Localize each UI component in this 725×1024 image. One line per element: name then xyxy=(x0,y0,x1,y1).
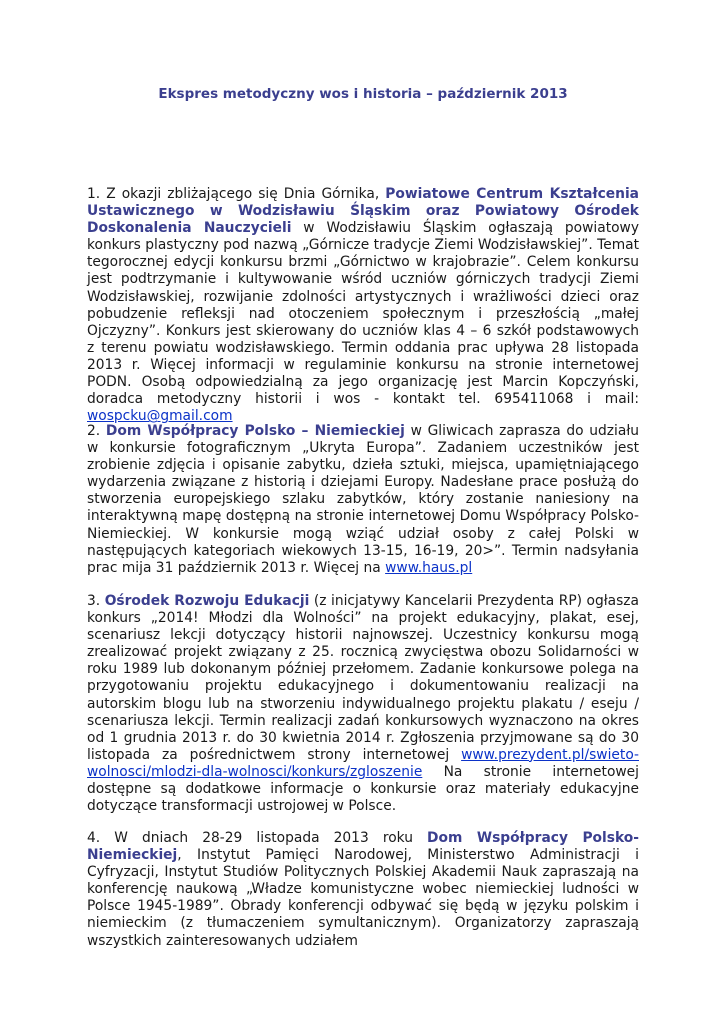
organizer-name: Dom Współpracy Polsko-Niemieckiej xyxy=(87,830,639,864)
organizer-name: Ośrodek Rozwoju Edukacji xyxy=(104,593,310,609)
item-text: Na stronie internetowej dostępne są dodatkowe informacje o konkursie oraz materiały edukacyjne dotyczące transformacji ustrojowej w Polsce. xyxy=(87,763,639,815)
organizer-name: Dom Współpracy Polsko – Niemieckiej xyxy=(105,423,405,439)
announcement-1 xyxy=(87,186,639,425)
organizer-name: Powiatowe Centrum Kształcenia Ustawicznego w Wodzisławiu Śląskim oraz Powiatowy Ośrodek Doskonalenia Nauczycieli xyxy=(87,186,639,237)
announcement-4 xyxy=(87,830,639,950)
item-text: Z okazji zbliżającego się Dnia Górnika, xyxy=(106,186,386,202)
item-text: W dniach 28-29 listopada 2013 roku xyxy=(114,830,428,846)
item-text: w Wodzisławiu Śląskim ogłaszają powiatowy konkurs plastyczny pod nazwą „Górnicze tradycje Ziemi Wodzisławskiej”. Temat tegorocznej edycji konkursu brzmi „Górnictwo w krajobrazie”. Celem konkursu jest podtrzymanie i kultywowanie wśród uczniów górniczych tradycji Ziemi Wodzisławskiej, rozwijanie zdolności artystycznych i wrażliwości dzieci oraz pobudzenie refleksji nad otoczeniem społecznym i przeszłością „małej Ojczyzny”. Konkurs jest skierowany do uczniów klas 4 – 6 szkół podstawowych z terenu powiatu wodzisławskiego. Termin oddania prac upływa 28 listopada 2013 r. Więcej informacji w regulaminie konkursu na stronie internetowej PODN. Osobą odpowiedzialną za jego organizację jest Marcin Kopczyński, doradca metodyczny historii i wos - kontakt tel. 695411068 i mail: xyxy=(87,220,639,408)
item-number: 1. xyxy=(87,186,107,202)
item-text: w Gliwicach zaprasza do udziału w konkursie fotograficznym „Ukryta Europa”. Zadaniem uczestników jest zrobienie zdjęcia i opisanie zabytku, dzieła sztuki, miejsca, upamiętniającego wydarzenia związane z historią i dziejami Europy. Nadesłane prace posłużą do stworzenia europejskiego szlaku zabytków, który zostanie naniesiony na interaktywną mapę dostępną na stronie internetowej Domu Współpracy Polsko-Niemieckiej. W konkursie mogą wziąć udział osoby z całej Polski w następujących kategoriach wiekowych 13-15, 16-19, 20>”. Termin nadsyłania prac mija 31 październik 2013 r. Więcej na xyxy=(87,423,639,576)
email-link[interactable]: wospcku@gmail.com xyxy=(87,408,233,425)
website-link[interactable]: www.prezydent.pl/swieto-wolnosci/mlodzi-dla-wolnosci/konkurs/zgloszenie xyxy=(87,746,639,780)
announcement-3 xyxy=(87,593,639,815)
item-text: , Instytut Pamięci Narodowej, Ministerstwo Administracji i Cyfryzacji, Instytut Studiów Politycznych Polskiej Akademii Nauk zapraszają na konferencję naukową „Władze komunistyczne wobec niemieckiej ludności w Polsce 1945-1989”. Obrady konferencji odbywać się będą w języku polskim i niemieckim (z tłumaczeniem symultanicznym). Organizatorzy zapraszają wszystkich zainteresowanych udziałem xyxy=(87,847,639,949)
item-number: 4. xyxy=(87,830,115,846)
announcement-2 xyxy=(87,423,639,577)
document-title: Ekspres metodyczny wos i historia – październik 2013 xyxy=(158,86,568,102)
item-text: (z inicjatywy Kancelarii Prezydenta RP) ogłasza konkurs „2014! Młodzi dla Wolności” na projekt edukacyjny, plakat, esej, scenariusz lekcji dotyczący historii najnowszej. Uczestnicy konkursu mogą zrealizować projekt związany z 25. rocznicą zwycięstwa obozu Solidarności w roku 1989 lub dokonanym później przełomem. Zadanie konkursowe polega na przygotowaniu projektu edukacyjnego i dokumentowaniu realizacji na autorskim blogu lub na stworzeniu indywidualnego projektu plakatu / eseju / scenariusza lekcji. Termin realizacji zadań konkursowych wyznaczono na okres od 1 grudnia 2013 r. do 30 kwietnia 2014 r. Zgłoszenia przyjmowane są do 30 listopada za pośrednictwem strony internetowej xyxy=(87,593,639,763)
item-number: 2. xyxy=(87,423,106,439)
item-number: 3. xyxy=(87,593,105,609)
website-link[interactable]: www.haus.pl xyxy=(385,559,473,576)
